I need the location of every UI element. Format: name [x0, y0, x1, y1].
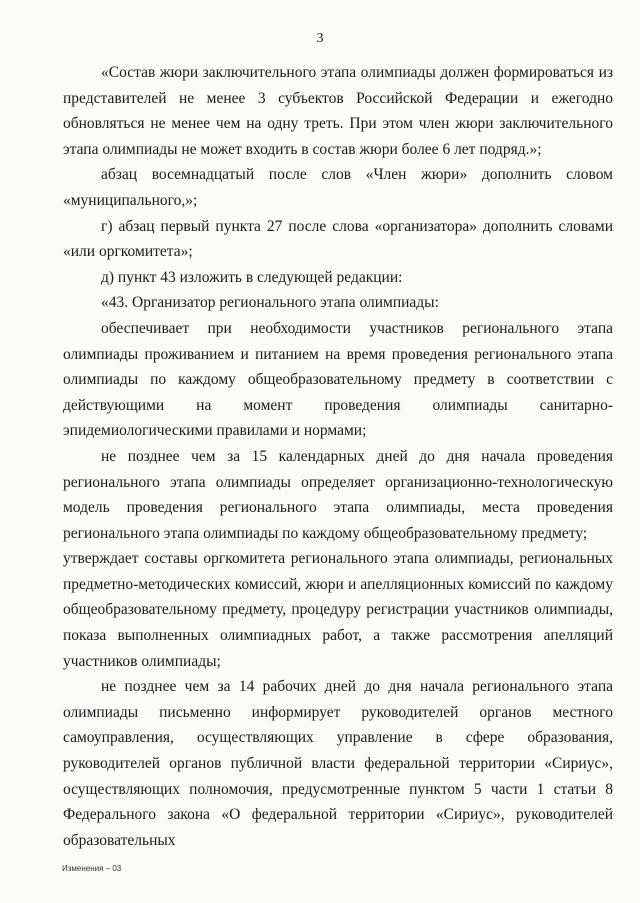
- paragraph: «43. Организатор регионального этапа олимпиады:: [101, 294, 439, 312]
- paragraph: не позднее чем за 14 рабочих дней до дня начала регионального этапа олимпиады письменно информирует руководителей органов местного самоуправления, осуществляющих управление в сфере образования, руководителей органов публичной власти федеральной территории «Сириус», осуществляющих полномочия, предусмотренные пунктом 5 части 1 статьи 8 Федерального закона «О федеральной территории «Сириус», руководителей образовательных: [63, 678, 613, 849]
- paragraph: не позднее чем за 15 календарных дней до дня начала проведения регионального этапа олимпиады определяет организационно-технологическую модель проведения регионального этапа олимпиады, места проведения регионального этапа олимпиады по каждому общеобразовательному предмету;: [63, 447, 613, 542]
- paragraph: г) абзац первый пункта 27 после слова «организатора» дополнить словами «или оргкомитета»;: [63, 217, 613, 261]
- paragraph: обеспечивает при необходимости участников регионального этапа олимпиады проживанием и питанием на время проведения регионального этапа олимпиады по каждому общеобразовательному предмету в соответствии с действующими на момент проведения олимпиады санитарно-эпидемиологическими правилами и нормами;: [63, 319, 613, 440]
- paragraph: абзац восемнадцатый после слов «Член жюри» дополнить словом «муниципального,»;: [63, 166, 613, 209]
- paragraph: д) пункт 43 изложить в следующей редакции:: [101, 268, 403, 286]
- page-number: 3: [316, 31, 324, 46]
- document-body: [63, 60, 613, 853]
- paragraph: утверждает составы оргкомитета регионального этапа олимпиады, региональных предметно-методических комиссий, жюри и апелляционных комиссий по каждому общеобразовательному предмету, процедуру регистрации участников олимпиады, показа выполненных олимпиадных работ, а также рассмотрения апелляций участников олимпиады;: [63, 550, 613, 670]
- page-footer: Изменения – 03: [62, 864, 122, 873]
- paragraph: «Состав жюри заключительного этапа олимпиады должен формироваться из представителей не менее 3 субъектов Российской Федерации и ежегодно обновляться не менее чем на одну треть. При этом член жюри заключительного этапа олимпиады не может входить в состав жюри более 6 лет подряд.»;: [63, 64, 613, 158]
